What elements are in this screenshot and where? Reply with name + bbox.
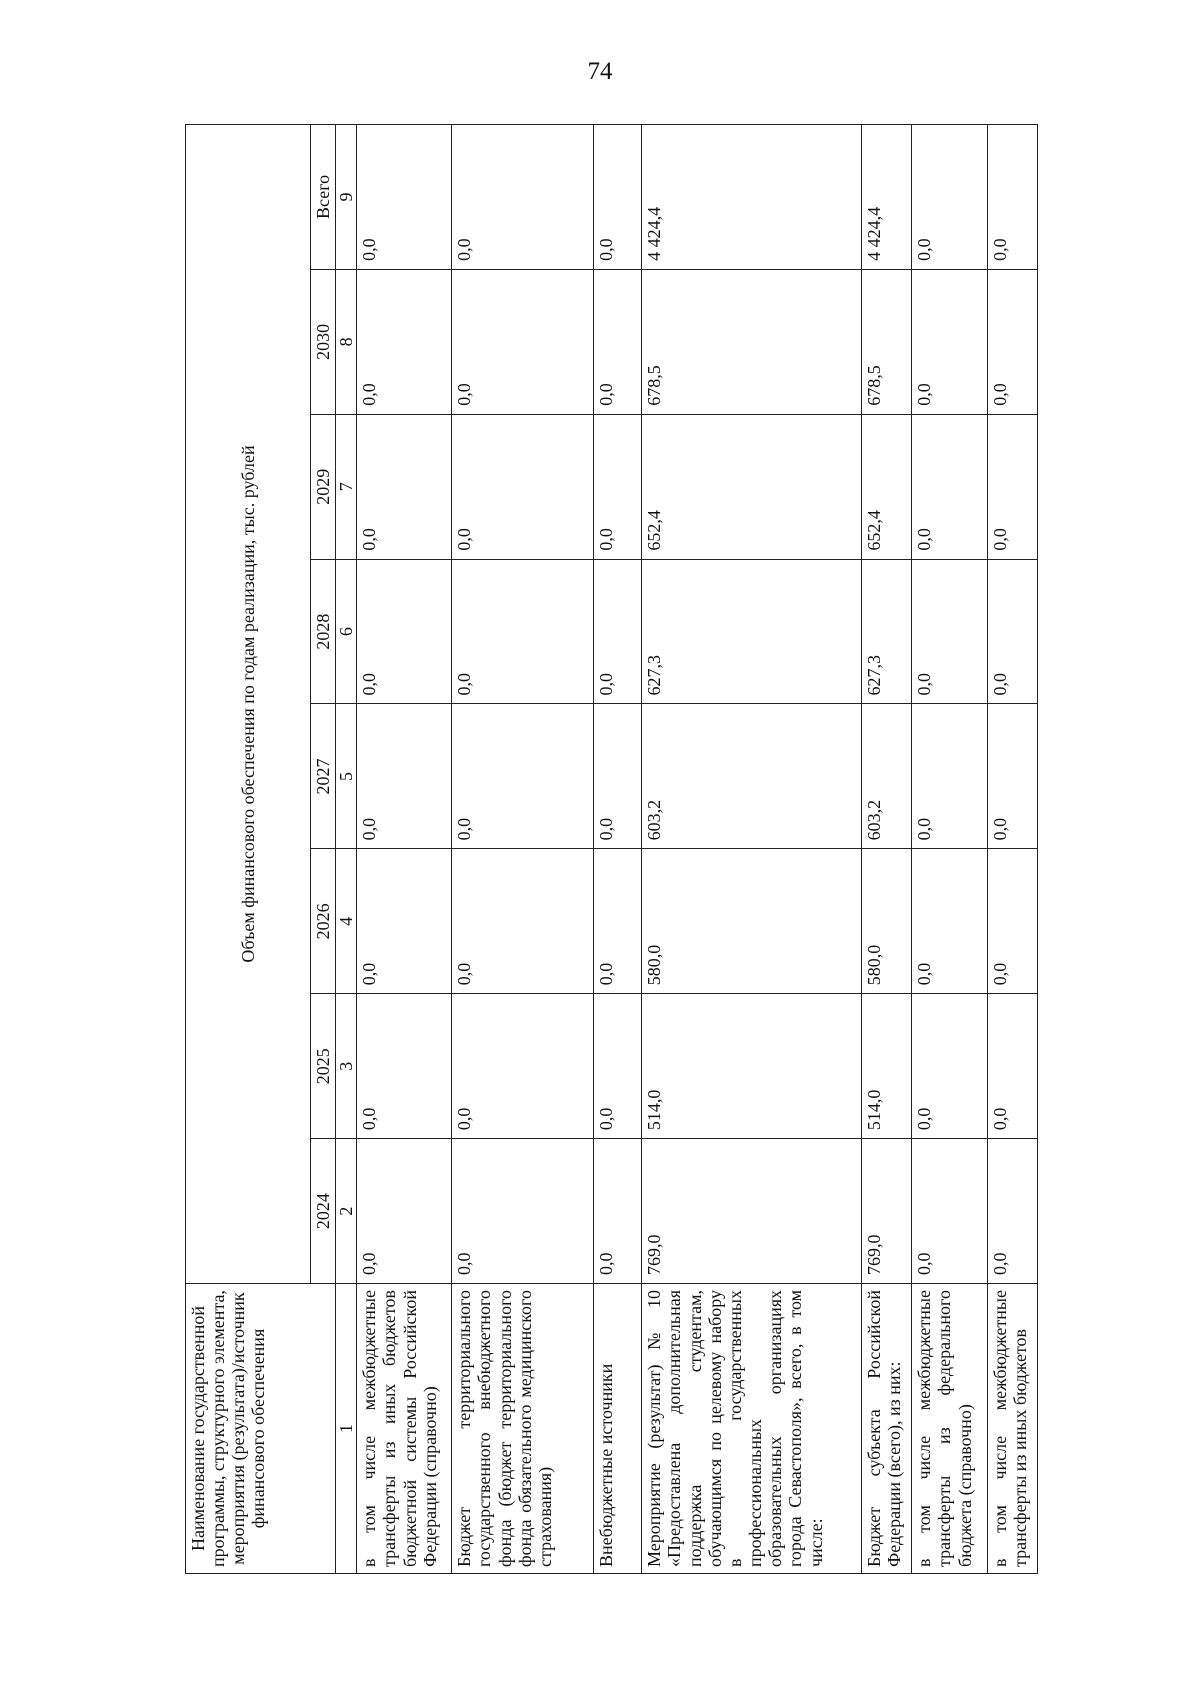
column-number: 2 [336,1139,357,1284]
row-value: 0,0 [452,849,594,994]
row-value: 514,0 [642,994,862,1139]
row-name: в том числе межбюджетные трансферты из иных бюджетов бюджетной системы Российской Федерации (справочно) [357,1284,452,1574]
row-value: 0,0 [452,269,594,414]
row-value: 0,0 [357,1139,452,1284]
row-value: 580,0 [862,849,912,994]
column-number: 3 [336,994,357,1139]
row-value: 0,0 [594,849,642,994]
row-value: 0,0 [452,559,594,704]
table-row [594,125,642,1574]
row-value: 0,0 [988,1139,1038,1284]
table-row [452,125,594,1574]
row-value: 580,0 [642,849,862,994]
year-header: 2025 [311,994,336,1139]
year-header: 2030 [311,269,336,414]
row-value: 0,0 [452,125,594,270]
total-header: Всего [311,125,336,270]
row-value: 0,0 [594,269,642,414]
row-value: 0,0 [988,559,1038,704]
row-value: 0,0 [357,414,452,559]
row-value: 0,0 [988,994,1038,1139]
row-value: 0,0 [357,125,452,270]
financing-table [185,124,1038,1574]
column-number: 8 [336,269,357,414]
row-value: 0,0 [594,994,642,1139]
row-value: 0,0 [912,704,988,849]
row-value: 603,2 [642,704,862,849]
row-value: 0,0 [988,704,1038,849]
table-row [988,125,1038,1574]
row-value: 0,0 [988,849,1038,994]
year-header: 2028 [311,559,336,704]
row-value: 627,3 [642,559,862,704]
row-value: 0,0 [452,414,594,559]
row-name: Мероприятие (результат) № 10 «Предоставлена дополнительная поддержка студентам, обучающимся по целевому набору в государственных профессиональных образовательных организациях города Севастополя», всего, в том числе: [642,1284,862,1574]
row-value: 0,0 [357,704,452,849]
column-number: 7 [336,414,357,559]
row-name: Бюджет территориального государственного внебюджетного фонда (бюджет территориального фонда обязательного медицинского страхования) [452,1284,594,1574]
column-number: 5 [336,704,357,849]
row-value: 0,0 [594,559,642,704]
row-value: 0,0 [357,559,452,704]
row-value: 678,5 [862,269,912,414]
row-value: 769,0 [862,1139,912,1284]
row-value: 0,0 [452,994,594,1139]
row-value: 678,5 [642,269,862,414]
year-header: 2027 [311,704,336,849]
row-value: 0,0 [357,994,452,1139]
row-value: 769,0 [642,1139,862,1284]
row-value: 0,0 [988,269,1038,414]
row-value: 0,0 [912,559,988,704]
row-value: 0,0 [357,269,452,414]
row-value: 0,0 [594,125,642,270]
row-name: в том числе межбюджетные трансферты из федерального бюджета (справочно) [912,1284,988,1574]
column-number: 6 [336,559,357,704]
row-name: в том числе межбюджетные трансферты из иных бюджетов [988,1284,1038,1574]
row-value: 4 424,4 [642,125,862,270]
year-header: 2029 [311,414,336,559]
row-value: 0,0 [357,849,452,994]
row-value: 603,2 [862,704,912,849]
name-column-header: Наименование государственной программы, структурного элемента, мероприятия (результата)/источник финансового обеспечения [186,1284,336,1574]
row-value: 0,0 [594,704,642,849]
row-value: 652,4 [862,414,912,559]
row-value: 0,0 [912,269,988,414]
row-value: 0,0 [594,1139,642,1284]
table-row [642,125,862,1574]
financing-volume-header: Объем финансового обеспечения по годам реализации, тыс. рублей [186,125,311,1284]
row-name: Внебюджетные источники [594,1284,642,1574]
row-name: Бюджет субъекта Российской Федерации (всего), из них: [862,1284,912,1574]
row-value: 0,0 [912,125,988,270]
table-row [912,125,988,1574]
row-value: 0,0 [988,125,1038,270]
rotated-table-container [185,124,1031,1574]
row-value: 0,0 [452,1139,594,1284]
row-value: 0,0 [912,849,988,994]
year-header: 2024 [311,1139,336,1284]
page-number: 74 [587,58,613,85]
row-value: 0,0 [594,414,642,559]
row-value: 652,4 [642,414,862,559]
row-value: 0,0 [912,994,988,1139]
year-header: 2026 [311,849,336,994]
row-value: 0,0 [912,1139,988,1284]
table-row [862,125,912,1574]
row-value: 0,0 [912,414,988,559]
row-value: 627,3 [862,559,912,704]
row-value: 0,0 [988,414,1038,559]
row-value: 0,0 [452,704,594,849]
column-number: 4 [336,849,357,994]
row-value: 4 424,4 [862,125,912,270]
column-number: 9 [336,125,357,270]
column-number: 1 [336,1284,357,1574]
row-value: 514,0 [862,994,912,1139]
table-row [357,125,452,1574]
